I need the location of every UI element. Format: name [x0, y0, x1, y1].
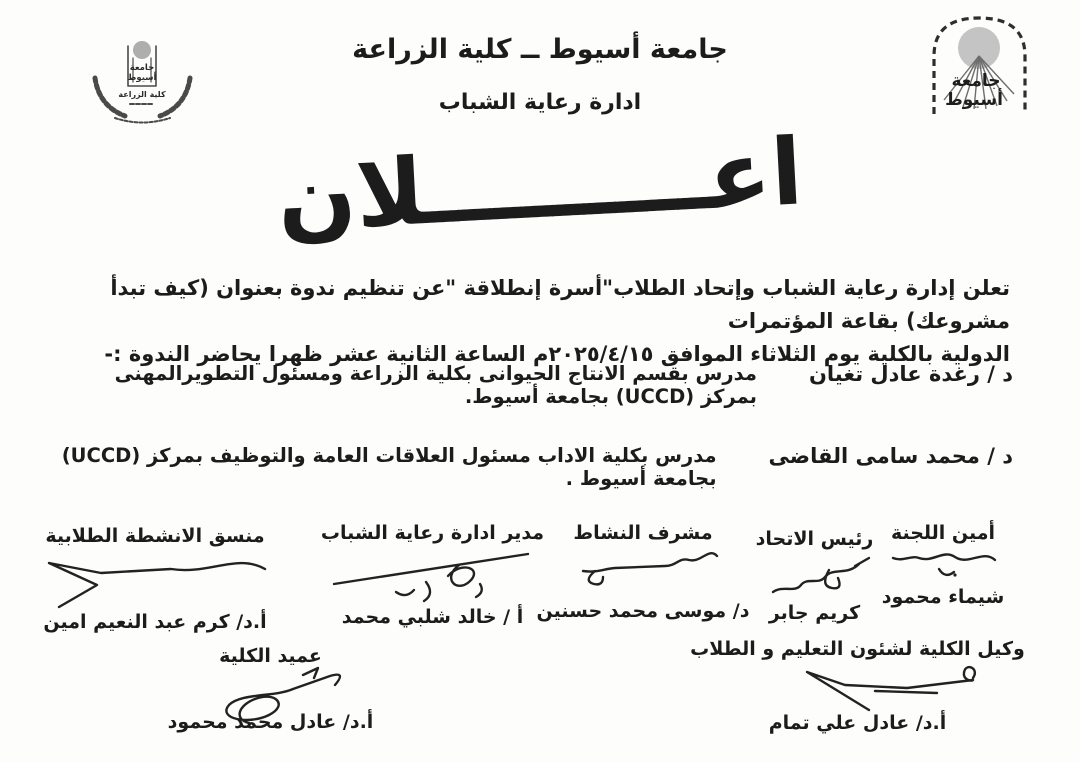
signatory-name: د/ موسى محمد حسنين [536, 600, 750, 622]
signatory-column [536, 522, 750, 622]
svg-text:ASSIUT UNIVERSITY FACULTY OF A [73, 12, 77, 14]
seal-ring-text [73, 12, 77, 14]
signatory-column [690, 638, 1025, 734]
signatory-column [148, 645, 393, 733]
signatory-name: كريم جابر [768, 602, 861, 624]
body-line-1: تعلن إدارة رعاية الشباب وإتحاد الطلاب"أسرة إنطلاقة "عن تنظيم ندوة بعنوان (كيف تبدأ مشروعك) بقاعة المؤتمرات [110, 276, 1010, 333]
signatory-column [742, 528, 887, 624]
lecturer-description: مدرس بكلية الاداب مسئول العلاقات العامة والتوظيف بمركز (UCCD) بجامعة أسيوط . [61, 444, 717, 490]
signature-moussa-icon [559, 544, 727, 592]
signatory-title: مشرف النشاط [573, 522, 713, 544]
signature-tamam-icon [727, 660, 989, 712]
signatory-title: رئيس الاتحاد [755, 528, 874, 550]
announcement-title: اعـــــــــلان [274, 118, 806, 253]
signatory-column [35, 525, 275, 633]
signature-karam-icon [39, 547, 271, 611]
signatory-name: أ.د/ عادل محمد محمود [167, 711, 374, 733]
signature-khaled-icon [330, 544, 535, 606]
signatory-name: أ.د/ كرم عبد النعيم امين [43, 611, 267, 633]
announcement-body [66, 272, 1010, 371]
body-line-2: الدولية بالكلية يوم الثلاثاء الموافق ٢٠٢٥/٤/١٥م الساعة الثانية عشر ظهرا يحاضر الندوة :- [104, 342, 1010, 366]
seal-base-laurel [115, 118, 170, 123]
seal-center-line3: كلية الزراعة [118, 90, 166, 99]
signature-shaimaa-icon [883, 544, 1003, 586]
seal-center-line1: جامعة [129, 63, 155, 73]
signatory-column [872, 522, 1014, 608]
signatory-title: عميد الكلية [219, 645, 322, 667]
seal-center-line2: أسيوط [127, 73, 157, 83]
lecturer-row [60, 444, 1013, 490]
department-header: ادارة رعاية الشباب [438, 90, 642, 115]
signatory-title: وكيل الكلية لشئون التعليم و الطلاب [690, 638, 1025, 660]
signatory-title: مدير ادارة رعاية الشباب [320, 522, 545, 544]
signature-karim-icon [755, 550, 875, 602]
logo-text-line2: أسيوط [945, 90, 1003, 110]
lecturer-name: د / رغدة عادل تغيان [808, 362, 1013, 386]
lecturer-name: د / محمد سامى القاضى [768, 444, 1013, 468]
signatory-name: أ / خالد شلبي محمد [341, 606, 524, 628]
signatory-name: شيماء محمود [881, 586, 1005, 608]
signatory-column [320, 522, 545, 628]
lecturer-description: مدرس بقسم الانتاج الحيوانى بكلية الزراعة ومسئول التطويرالمهنى بمركز (UCCD) بجامعة أسيوط. [114, 362, 757, 408]
signatory-title: أمين اللجنة [890, 522, 996, 544]
signatory-name: أ.د/ عادل علي تمام [768, 712, 947, 734]
signatory-title: منسق الانشطة الطلابية [45, 525, 265, 547]
university-header: جامعة أسيوط ــ كلية الزراعة [352, 34, 728, 65]
logo-text-line1: جامعة [951, 71, 1001, 91]
lecturer-row [60, 362, 1013, 408]
